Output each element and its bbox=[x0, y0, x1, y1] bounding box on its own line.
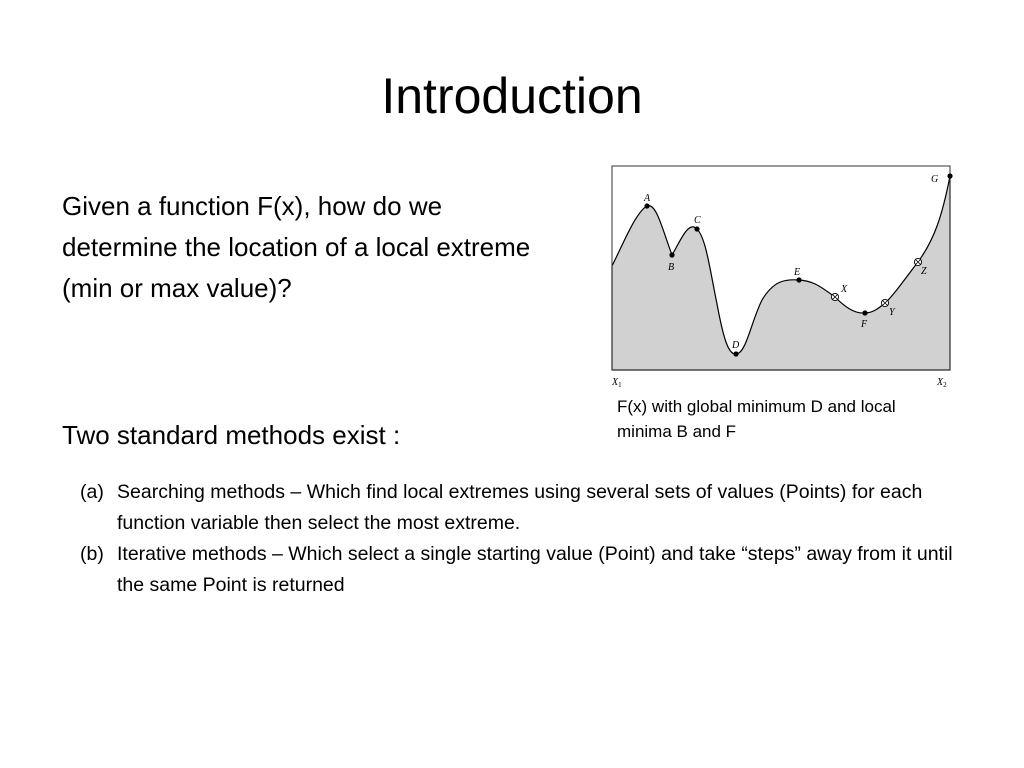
point-z-marker bbox=[914, 258, 921, 265]
axis-x2-sub: 2 bbox=[943, 381, 947, 389]
axis-x2-label bbox=[936, 377, 947, 389]
point-g-marker bbox=[947, 173, 952, 178]
figure-caption: F(x) with global minimum D and local minima B and F bbox=[617, 397, 896, 441]
point-b-marker bbox=[669, 252, 674, 257]
point-e-label: E bbox=[794, 267, 801, 278]
method-marker: (a) bbox=[80, 481, 104, 503]
slide-title: Introduction bbox=[381, 68, 643, 124]
axis-x2-main: X bbox=[937, 377, 944, 388]
point-d-marker bbox=[733, 351, 738, 356]
function-area bbox=[612, 176, 950, 370]
methods-heading: Two standard methods exist : bbox=[62, 420, 401, 450]
axis-x1-label bbox=[611, 377, 622, 389]
point-x-marker bbox=[831, 293, 838, 300]
point-z-label: Z bbox=[921, 266, 927, 277]
point-a-label: A bbox=[644, 193, 651, 204]
axis-x1-main: X bbox=[612, 377, 619, 388]
point-f-marker bbox=[862, 310, 867, 315]
point-g-label: G bbox=[931, 174, 939, 185]
point-x-label: X bbox=[841, 284, 848, 295]
point-y-label: Y bbox=[889, 307, 895, 318]
point-y-marker bbox=[881, 299, 888, 306]
method-list bbox=[80, 477, 960, 601]
point-f-label: F bbox=[861, 319, 868, 330]
axis-x1-sub: 1 bbox=[618, 381, 622, 389]
point-c-label: C bbox=[694, 215, 701, 226]
method-text: Searching methods – Which find local extremes using several sets of values (Points) for each function variable then select the most extreme. bbox=[117, 481, 923, 534]
point-e-marker bbox=[796, 277, 801, 282]
point-c-marker bbox=[694, 226, 699, 231]
point-d-label: D bbox=[732, 340, 740, 351]
method-marker: (b) bbox=[80, 543, 104, 565]
function-figure bbox=[606, 162, 958, 394]
method-item-iterative bbox=[80, 539, 960, 601]
point-a-marker bbox=[644, 203, 649, 208]
function-plot bbox=[606, 162, 958, 394]
method-item-searching bbox=[80, 477, 960, 539]
point-b-label: B bbox=[668, 262, 675, 273]
intro-question: Given a function F(x), how do we determine the location of a local extreme (min or max value)? bbox=[62, 191, 531, 303]
method-text: Iterative methods – Which select a single starting value (Point) and take “steps” away from it until the same Point is returned bbox=[117, 543, 953, 596]
